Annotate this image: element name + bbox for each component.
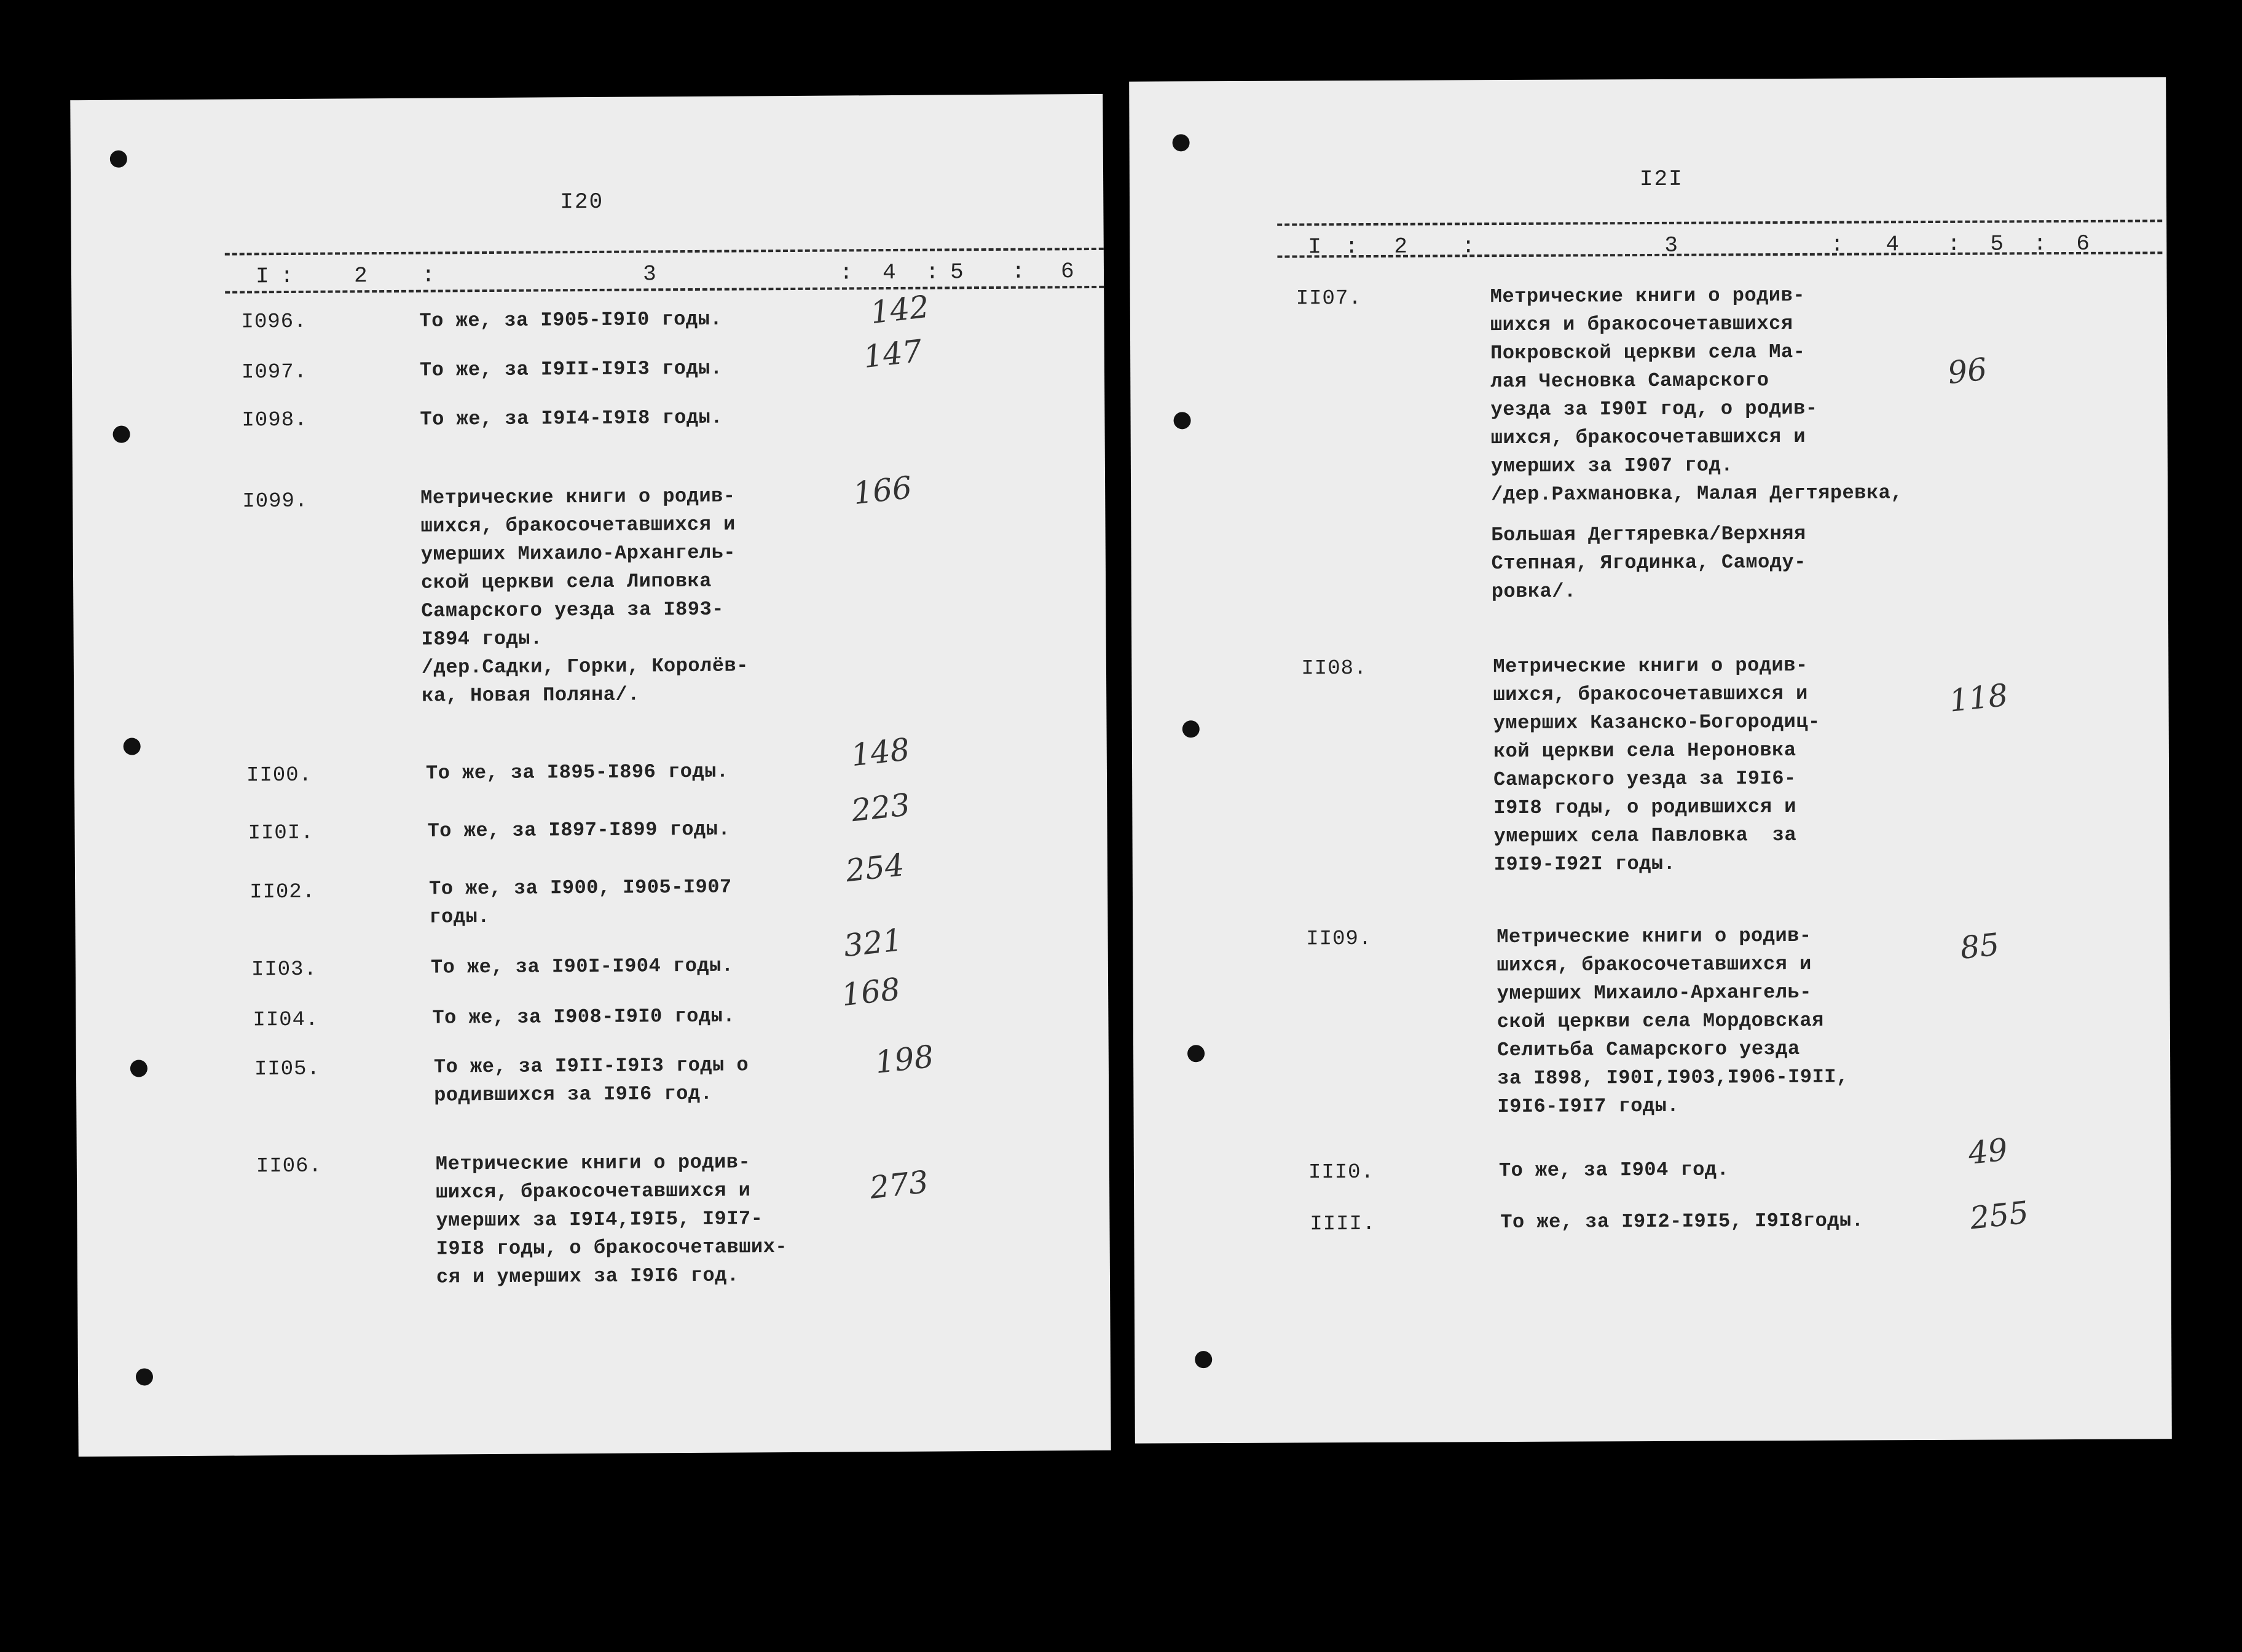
entry-number: II0I. [248, 821, 314, 846]
column-number: I [255, 264, 269, 289]
punch-hole [1173, 134, 1190, 151]
entry-count: 168 [840, 971, 902, 1013]
entry-description: Большая Дегтяревка/Верхняя Степная, Ягодинка, Самоду- ровка/. [1491, 522, 1806, 604]
entry-count: 321 [841, 922, 905, 964]
entry-description: То же, за I900, I905-I907 годы. [429, 875, 732, 929]
page-number: I2I [1639, 166, 1683, 192]
entry-count: 198 [873, 1038, 936, 1080]
punch-hole [124, 738, 141, 755]
entry-number: I098. [242, 408, 308, 433]
entry-number: II03. [251, 958, 318, 982]
column-separator: : [2033, 231, 2047, 257]
column-header [1277, 219, 2162, 266]
punch-hole [1174, 412, 1191, 429]
column-number: 4 [1886, 232, 1900, 258]
column-number: 6 [1060, 259, 1074, 285]
column-number: 5 [1990, 231, 2004, 257]
column-separator: : [839, 260, 853, 286]
entry-number: II08. [1301, 657, 1367, 681]
entry-count: 85 [1958, 926, 2001, 966]
entry-description: То же, за I897-I899 годы. [427, 817, 731, 843]
entry-description: Метрические книги о родив- шихся, бракосочетавшихся и умерших Михаило-Архангель- ской церкви села Мордовская Селитьба Самарского уезда за I898, I90I,I903,I906-I9II, I9I6-I9I7 годы. [1497, 924, 1849, 1119]
entry-description: То же, за I9II-I9I3 годы. [419, 356, 723, 382]
entry-description: То же, за I905-I9I0 годы. [419, 307, 723, 332]
entry-number: IIII. [1310, 1212, 1376, 1237]
column-header [225, 248, 1104, 296]
entry-description: То же, за I908-I9I0 годы. [432, 1004, 736, 1029]
page-left [70, 94, 1111, 1457]
punch-hole [1195, 1351, 1212, 1368]
entry-count: 223 [849, 787, 912, 829]
column-separator: : [1345, 234, 1359, 260]
entry-description: То же, за I90I-I904 годы. [430, 954, 734, 979]
column-separator: : [280, 263, 294, 289]
entry-count: 118 [1947, 677, 2010, 719]
entry-number: I096. [241, 310, 307, 334]
column-separator: : [1011, 259, 1025, 285]
entry-description: Метрические книги о родив- шихся, бракосочетавшихся и умерших Михаило-Архангель- ской церкви села Липовка Самарского уезда за I893- I894 годы. /дер.Садки, Горки, Королёв- ка, Новая Поляна/. [420, 484, 749, 707]
punch-hole [136, 1368, 153, 1385]
entry-description: Метрические книги о родив- шихся, бракосочетавшихся и умерших Казанско-Богородиц- кой церкви села Нероновка Самарского уезда за I9I6- I9I8 годы, о родившихся и умерших села Павловка за I9I9-I92I годы. [1493, 653, 1820, 876]
entry-number: II04. [253, 1008, 319, 1032]
entry-count: 142 [868, 288, 931, 331]
entry-number: II00. [246, 763, 313, 788]
entry-count: 148 [849, 731, 912, 774]
entry-number: I097. [241, 360, 308, 385]
column-number: 2 [1394, 234, 1408, 259]
entry-description: То же, за I9II-I9I3 годы о родившихся за I9I6 год. [433, 1053, 749, 1107]
column-separator: : [1830, 232, 1844, 258]
column-separator: : [925, 259, 939, 285]
entry-description: Метрические книги о родив- шихся и бракосочетавшихся Покровской церкви села Ма- лая Чесновка Самарского уезда за I90I год, о родив- шихся, бракосочетавшихся и умерших за I907 год. /дер.Рахмановка, Малая Дегтяревка, [1490, 283, 1903, 506]
entry-description: То же, за I9I2-I9I5, I9I8годы. [1500, 1209, 1864, 1234]
column-number: 4 [882, 259, 896, 286]
entry-number: II05. [254, 1057, 321, 1082]
entry-count: 273 [868, 1163, 930, 1206]
page-number: I20 [560, 189, 604, 215]
dashed-rule [1277, 251, 2162, 258]
punch-hole [1187, 1045, 1205, 1062]
entry-count: 96 [1946, 351, 1989, 391]
punch-hole [130, 1060, 148, 1077]
column-number: 6 [2076, 230, 2090, 256]
column-number: 3 [642, 261, 656, 287]
entry-description: То же, за I895-I896 годы. [425, 760, 729, 785]
entry-number: II09. [1306, 927, 1372, 951]
punch-hole [113, 426, 130, 443]
entry-description: То же, за I904 год. [1498, 1158, 1729, 1182]
column-number: 3 [1664, 232, 1678, 258]
entry-count: 254 [844, 847, 907, 889]
entry-description: Метрические книги о родив- шихся, бракосочетавшихся и умерших за I9I4,I9I5, I9I7- I9I8 годы, о бракосочетавших- ся и умерших за I9I6 год. [435, 1150, 788, 1289]
column-number: 2 [353, 263, 368, 289]
column-number: I [1308, 234, 1322, 260]
entry-number: I099. [242, 489, 309, 514]
entry-count: 255 [1968, 1194, 2031, 1237]
page-right [1129, 77, 2172, 1443]
entry-count: 166 [851, 469, 914, 512]
entry-count: 49 [1966, 1131, 2010, 1171]
column-separator: : [1947, 231, 1961, 257]
entry-number: II07. [1296, 287, 1362, 311]
column-separator: : [1461, 234, 1476, 259]
dashed-rule [1277, 219, 2162, 226]
entry-number: II02. [250, 880, 316, 905]
punch-hole [110, 151, 127, 168]
entry-number: III0. [1308, 1160, 1375, 1185]
column-number: 5 [950, 259, 964, 285]
entry-description: То же, за I9I4-I9I8 годы. [420, 406, 723, 431]
punch-hole [1182, 720, 1200, 738]
dashed-rule [225, 248, 1104, 256]
entry-number: II06. [256, 1154, 323, 1179]
entry-count: 147 [861, 332, 924, 376]
column-separator: : [421, 262, 435, 288]
